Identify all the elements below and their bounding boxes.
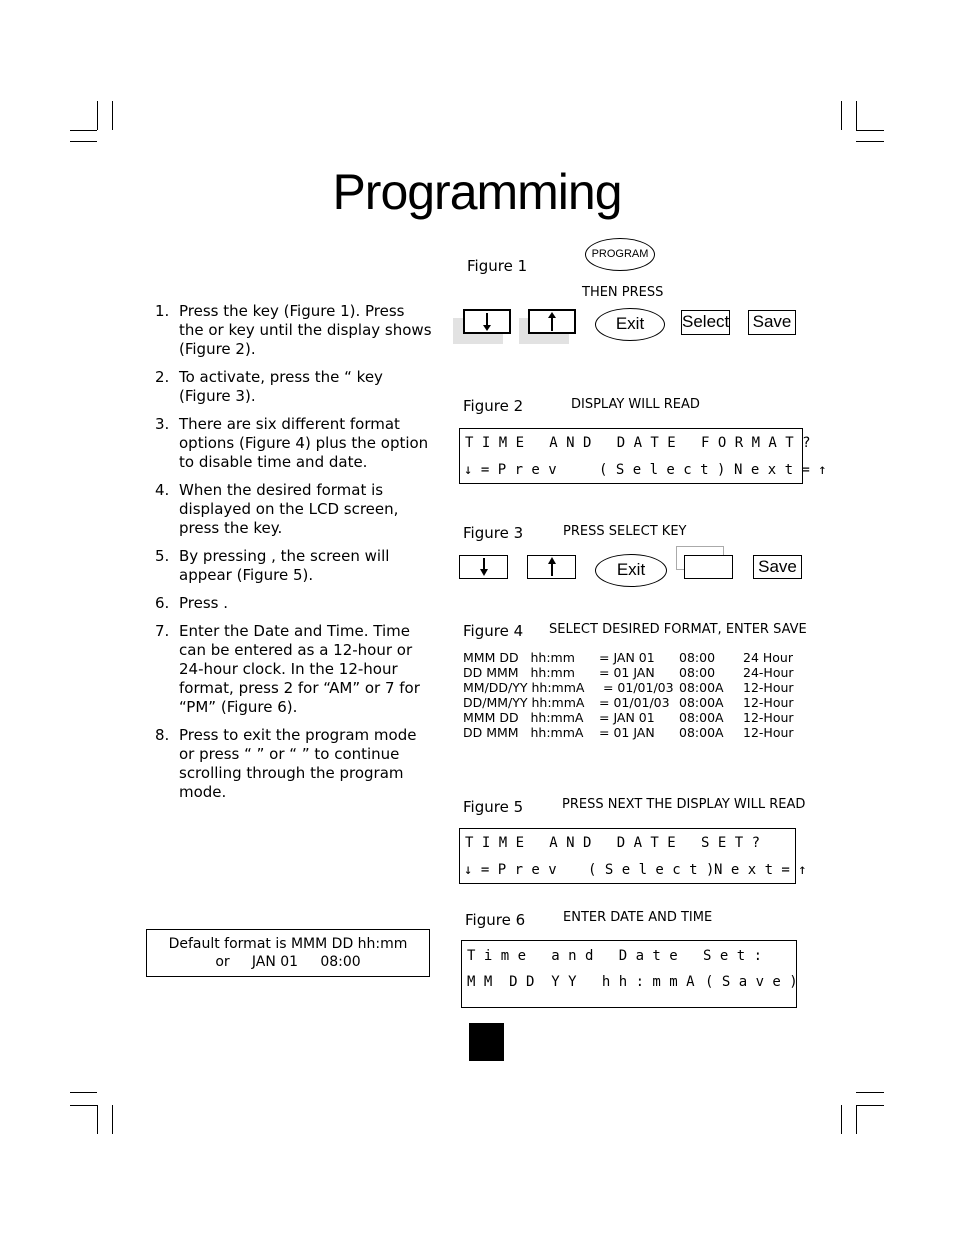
format-option-clock: 24 Hour [743, 650, 793, 665]
step-number: 5. [155, 547, 170, 565]
format-option-clock: 12-Hour [743, 695, 794, 710]
figure-6-label: Figure 6 [465, 911, 526, 929]
format-option-format: MM/DD/YY hh:mmA [463, 680, 585, 695]
step-8 [155, 726, 432, 802]
exit-key[interactable]: Exit [595, 554, 667, 587]
up-arrow-icon [529, 556, 575, 577]
step-2 [155, 368, 432, 406]
up-key[interactable] [528, 309, 576, 334]
figure-6-caption: ENTER DATE AND TIME [563, 910, 713, 925]
figure-3-label: Figure 3 [463, 524, 524, 542]
format-option-time: 08:00A [679, 680, 724, 695]
save-key[interactable]: Save [748, 310, 796, 335]
format-option-date: = 01/01/03 [599, 695, 670, 710]
lcd-display-figure-6 [461, 940, 797, 1008]
figure-5-label: Figure 5 [463, 798, 524, 816]
format-option-row [463, 695, 803, 710]
lcd-line-2-left: M M D D Y Y h h : m m A [467, 974, 695, 990]
step-3 [155, 415, 432, 472]
format-option-date: = 01 JAN [599, 665, 655, 680]
default-format-line2: or JAN 01 08:00 [215, 954, 361, 970]
step-5 [155, 547, 432, 585]
lcd-line-1: T I M E A N D D A T E F O R M A T ? [465, 435, 811, 451]
format-option-format: MMM DD hh:mmA [463, 710, 584, 725]
lcd-line-2-right: N e x t = ↑ [714, 862, 807, 878]
figure-2-caption: DISPLAY WILL READ [571, 397, 700, 412]
format-option-time: 08:00 [679, 665, 716, 680]
program-key[interactable]: PROGRAM [585, 238, 655, 271]
format-option-row [463, 680, 803, 695]
select-key-blank[interactable] [684, 555, 733, 579]
step-number: 6. [155, 594, 170, 612]
format-option-format: MMM DD hh:mm [463, 650, 575, 665]
figure-4-caption: SELECT DESIRED FORMAT, ENTER SAVE [549, 622, 807, 637]
format-option-row [463, 665, 803, 680]
step-number: 4. [155, 481, 170, 499]
step-text: Press to exit the program mode or press “ ” or “ ” to continue scrolling through the program mode. [179, 726, 417, 801]
step-4 [155, 481, 432, 538]
lcd-display-figure-5 [459, 828, 807, 884]
page-title: Programming [332, 164, 622, 220]
lcd-line-1: T i m e a n d D a t e S e t : [467, 948, 763, 964]
down-arrow-icon [461, 556, 507, 577]
format-option-clock: 24-Hour [743, 665, 794, 680]
figure-3-caption: PRESS SELECT KEY [563, 524, 687, 539]
page-number-tab [469, 1023, 504, 1061]
down-key[interactable] [463, 309, 511, 334]
format-option-time: 08:00A [679, 725, 724, 740]
format-option-time: 08:00A [679, 695, 724, 710]
step-text: There are six different format options (Figure 4) plus the option to disable time and date. [179, 415, 429, 471]
step-6 [155, 594, 432, 613]
figure-2-label: Figure 2 [463, 397, 524, 415]
format-option-format: DD MMM hh:mm [463, 665, 575, 680]
step-number: 8. [155, 726, 170, 744]
select-key[interactable]: Select [681, 310, 730, 335]
lcd-line-2-right: ( S a v e ) [705, 974, 798, 990]
lcd-line-2-left: ↓ = P r e v [464, 862, 557, 878]
instruction-steps [155, 302, 432, 811]
step-number: 7. [155, 622, 170, 640]
format-option-clock: 12-Hour [743, 680, 794, 695]
format-option-row [463, 650, 803, 665]
format-option-date: = 01 JAN [599, 725, 655, 740]
format-option-clock: 12-Hour [743, 710, 794, 725]
step-text: When the desired format is displayed on the LCD screen, press the key. [179, 481, 399, 537]
step-number: 1. [155, 302, 170, 320]
lcd-line-2-left: ↓ = P r e v [464, 462, 557, 478]
step-text: Press . [179, 594, 229, 612]
up-key[interactable] [527, 555, 576, 579]
format-option-row [463, 725, 803, 740]
lcd-display-figure-2 [459, 428, 827, 484]
exit-key[interactable]: Exit [595, 308, 665, 341]
figure-4-label: Figure 4 [463, 622, 524, 640]
down-arrow-icon [465, 311, 509, 332]
step-text: Enter the Date and Time. Time can be entered as a 12-hour or 24-hour clock. In the 12-hour format, press 2 for “AM” or 7 for “PM” (Figure 6). [179, 622, 420, 716]
lcd-line-2-right: N e x t = ↑ [734, 462, 827, 478]
default-format-line1: Default format is MMM DD hh:mm [168, 936, 408, 952]
lcd-line-2-mid: ( S e l e c t ) [588, 862, 715, 878]
up-arrow-icon [530, 311, 574, 332]
step-number: 3. [155, 415, 170, 433]
format-option-time: 08:00 [679, 650, 716, 665]
save-key[interactable]: Save [753, 555, 802, 579]
lcd-line-2-mid: ( S e l e c t ) [599, 462, 726, 478]
step-text: By pressing , the screen will appear (Figure 5). [179, 547, 390, 584]
step-text: To activate, press the “ key (Figure 3). [179, 368, 383, 405]
format-option-format: DD/MM/YY hh:mmA [463, 695, 585, 710]
format-option-date: = 01/01/03 [599, 680, 674, 695]
step-number: 2. [155, 368, 170, 386]
format-option-clock: 12-Hour [743, 725, 794, 740]
down-key[interactable] [459, 555, 508, 579]
format-option-date: = JAN 01 [599, 710, 655, 725]
step-text: Press the key (Figure 1). Press the or key until the display shows (Figure 2). [179, 302, 432, 358]
format-option-row [463, 710, 803, 725]
format-option-time: 08:00A [679, 710, 724, 725]
format-options-table [463, 650, 803, 740]
step-7 [155, 622, 432, 717]
figure-1-label: Figure 1 [467, 257, 528, 275]
lcd-line-1: T I M E A N D D A T E S E T ? [465, 835, 761, 851]
format-option-date: = JAN 01 [599, 650, 655, 665]
default-format-note [146, 929, 430, 977]
figure-1-caption: THEN PRESS [582, 285, 664, 300]
format-option-format: DD MMM hh:mmA [463, 725, 584, 740]
figure-5-caption: PRESS NEXT THE DISPLAY WILL READ [562, 797, 806, 812]
step-1 [155, 302, 432, 359]
